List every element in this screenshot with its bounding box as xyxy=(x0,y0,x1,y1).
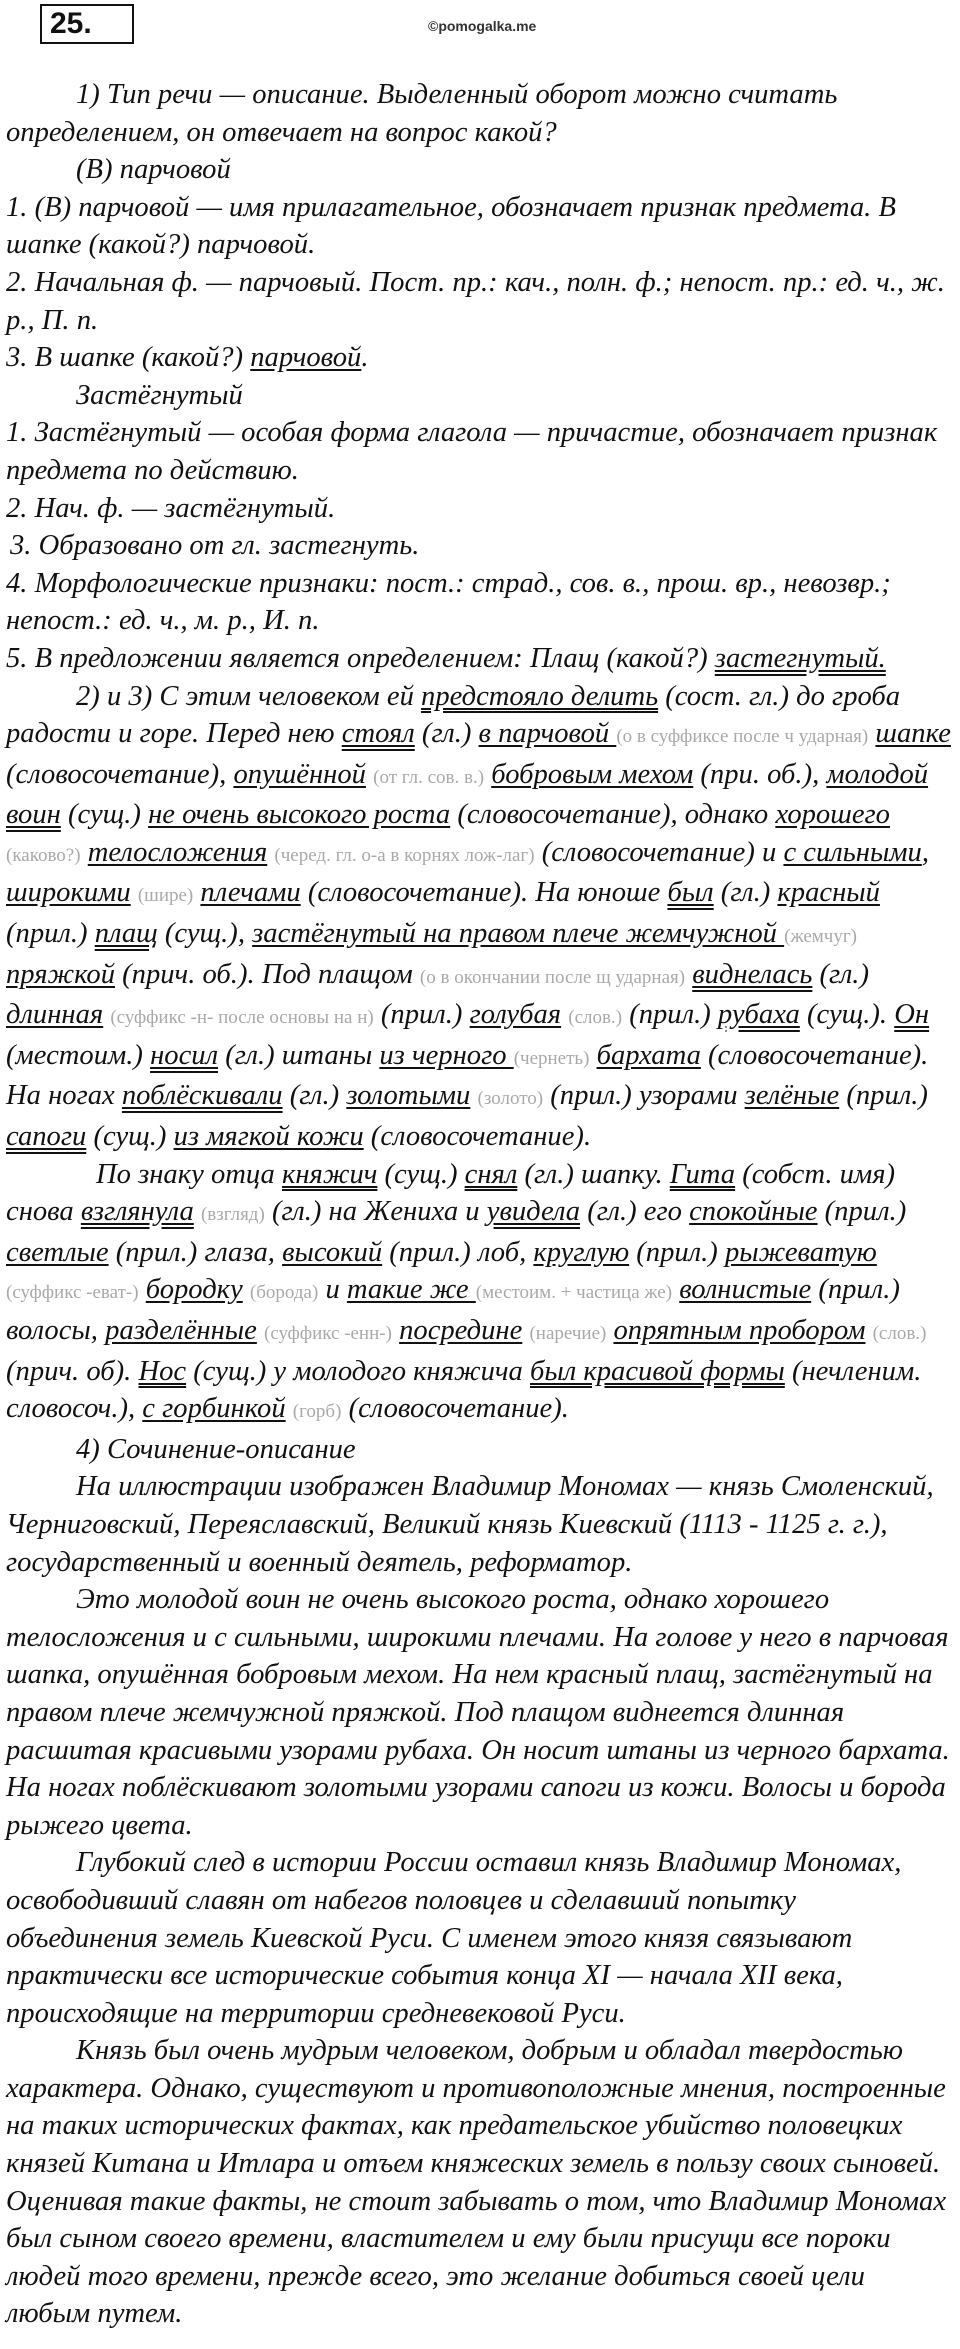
text-span: (гл.) xyxy=(713,877,778,909)
analyzed-word: не очень высокого роста xyxy=(148,799,451,831)
text-span: (при. об.), xyxy=(693,758,827,790)
analyzed-word: волнистые xyxy=(679,1274,812,1306)
analyzed-word: из черного xyxy=(379,1039,514,1071)
subject: воин xyxy=(6,799,61,831)
analyzed-word: рыжеватую xyxy=(724,1236,877,1268)
note: (местоим. + частица же) xyxy=(475,1282,673,1304)
analyzed-word: опушённой xyxy=(233,758,366,790)
parse-line: 1. Застёгнутый — особая форма глагола — причастие, обозначает признак предмета по действию. xyxy=(6,417,938,486)
note: (золото) xyxy=(477,1088,544,1110)
subject: рубаха xyxy=(717,999,800,1031)
text-span: (нечленим. словосоч.), xyxy=(6,1355,922,1425)
text-span: (гл.) xyxy=(414,718,479,750)
analyzed-word: застёгнутый на правом плече жемчужной xyxy=(252,918,785,950)
text-span: (прил.) xyxy=(817,1196,907,1228)
note: (горб) xyxy=(292,1401,342,1423)
sentence-analysis-paragraph xyxy=(6,678,952,1156)
sentence-analysis-paragraph xyxy=(6,1156,952,1431)
subject: Гита xyxy=(669,1158,736,1190)
predicate: был красивой формы xyxy=(530,1355,785,1387)
text-span: 3. В шапке (какой?) xyxy=(6,342,251,374)
analyzed-word: пряжкой xyxy=(6,958,115,990)
predicate: стоял xyxy=(341,718,415,750)
analyzed-word: бобровым мехом xyxy=(491,758,694,790)
parse-line: 2. Начальная ф. — парчовый. Пост. пр.: кач., полн. ф.; непост. пр.: ед. ч., ж. р., П. п. xyxy=(6,266,945,336)
note: (чернеть) xyxy=(513,1047,590,1069)
text-span: (прил.) xyxy=(839,1080,928,1112)
parse-line: 4. Морфологические признаки: пост.: страд., сов. в., прош. вр., невозвр.; непост.: ед. ч., м. р., И. п. xyxy=(6,567,891,637)
text-span: (словосочетание). xyxy=(363,1121,592,1153)
essay-paragraph: Это молодой воин не очень высокого роста, однако хорошего телосложения и с сильными, широкими плечами. На голове у него в парчовая шапка, опушённая бобровым мехом. На нем красный плащ, застёгнутый на правом плече жемчужной пряжкой. Под плащом виднеется длинная расшитая красивыми узорами рубаха. Он носит штаны из черного бархата. На ногах поблёскивают золотыми узорами сапоги из кожи. Волосы и борода рыжего цвета. xyxy=(6,1584,950,1841)
text-span: (гл.) на Жениха и xyxy=(264,1196,487,1228)
note: (о в суффиксе после ч ударная) xyxy=(616,726,869,748)
text-span: (сущ.) у молодого княжича xyxy=(186,1355,530,1387)
note: (слов.) xyxy=(568,1007,623,1029)
text-span: (прил.) xyxy=(373,999,470,1031)
text-span: 5. В предложении является определением: Плащ (какой?) xyxy=(6,642,715,674)
predicate: был xyxy=(667,877,714,909)
parse-line xyxy=(6,640,952,678)
text-span: (сост. гл.) до гроба радости и горе. Перед нею xyxy=(6,680,901,750)
note: (суффикс -н- после основы на н) xyxy=(110,1007,374,1029)
note: (от гл. сов. в.) xyxy=(373,766,485,788)
answer-content xyxy=(6,76,952,2333)
text-span: (гл.) xyxy=(812,958,869,990)
text-span: (гл.) штаны xyxy=(218,1039,380,1071)
analyzed-word: из мягкой кожи xyxy=(173,1121,364,1153)
note: (о в окончании после щ ударная) xyxy=(419,966,686,988)
analyzed-word: зелёные xyxy=(744,1080,840,1112)
watermark: ©pomogalka.me xyxy=(428,18,537,34)
text-span xyxy=(470,1080,477,1111)
page-header xyxy=(0,0,960,62)
text-span: (словосочетание). xyxy=(341,1393,569,1425)
underlined-word: застегнутый. xyxy=(714,642,886,674)
text-type-line: 1) Тип речи — описание. Выделенный оборот можно считать определением, он отвечает на вопрос какой? xyxy=(6,79,838,148)
note: (взгляд) xyxy=(200,1204,265,1226)
text-span xyxy=(865,1315,872,1346)
text-span: По знаку отца xyxy=(96,1158,282,1190)
text-span: и xyxy=(318,1274,347,1306)
analyzed-word: разделённые xyxy=(105,1315,257,1346)
predicate: виднелась xyxy=(692,958,813,990)
text-span xyxy=(243,1274,250,1305)
analyzed-word: бархата xyxy=(596,1039,701,1071)
predicate: взглянула xyxy=(80,1196,194,1228)
predicate: поблёскивали xyxy=(121,1080,283,1112)
text-span xyxy=(589,1040,596,1071)
text-span: (собст. имя) снова xyxy=(6,1158,896,1228)
parse-line: 3. Образовано от гл. застегнуть. xyxy=(10,530,420,562)
text-span: (местоим.) xyxy=(6,1039,151,1071)
text-span: (гл.) xyxy=(282,1080,347,1112)
text-span: (прил.) глаза, xyxy=(108,1236,283,1268)
text-span: (прил.) xyxy=(622,999,718,1031)
analyzed-word: в парчовой xyxy=(478,718,617,750)
parse-line: 1. (В) парчовой — имя прилагательное, обозначает признак предмета. В шапке (какой?) парчовой. xyxy=(6,191,896,261)
subject: Нос xyxy=(138,1355,187,1387)
parse-line xyxy=(6,339,952,377)
analyzed-word: шапке xyxy=(875,718,951,750)
text-span: (прил.) волосы, xyxy=(6,1274,900,1346)
analyzed-word: телосложения xyxy=(87,836,268,868)
analyzed-word: посредине xyxy=(399,1315,523,1346)
text-span: (прил.) xyxy=(629,1236,725,1268)
text-span xyxy=(257,1315,264,1346)
text-span: (прич. об.). Под плащом xyxy=(115,958,420,990)
text-span xyxy=(194,1196,201,1227)
text-span xyxy=(286,1393,293,1424)
text-span: (словосочетание) и xyxy=(534,836,784,868)
analyzed-word: с сильными xyxy=(783,836,922,868)
analyzed-word: голубая xyxy=(469,999,562,1031)
text-span: (словосочетание), xyxy=(6,758,234,790)
note: (жемчуг) xyxy=(784,926,857,948)
note: (черед. гл. о-а в корнях лож-лаг) xyxy=(274,844,535,866)
analyzed-word: молодой xyxy=(826,758,929,790)
underlined-word: парчовой xyxy=(250,342,362,374)
analyzed-word: опрятным пробором xyxy=(613,1315,866,1346)
text-span: (словосочетание), однако xyxy=(450,799,776,831)
predicate: увидела xyxy=(486,1196,581,1228)
text-span xyxy=(139,1274,146,1305)
text-span: (словосочетание). На юноше xyxy=(300,877,668,909)
analyzed-word: золотыми xyxy=(346,1080,471,1112)
text-span: (сущ.) xyxy=(86,1121,174,1153)
analyzed-word: светлые xyxy=(6,1236,109,1268)
text-span: (сущ.) xyxy=(60,799,149,831)
note: (суффикс -енн-) xyxy=(264,1323,392,1344)
predicate: снял xyxy=(464,1158,518,1190)
parse-line: 2. Нач. ф. — застёгнутый. xyxy=(6,492,336,524)
note: (борода) xyxy=(249,1282,319,1304)
word-heading-zastegnutyy: Застёгнутый xyxy=(76,379,243,411)
text-span: (сущ.). xyxy=(799,999,895,1031)
analyzed-word: длинная xyxy=(6,999,104,1031)
predicate: носил xyxy=(150,1039,219,1071)
note: (наречие) xyxy=(529,1323,607,1344)
text-span: (прил.) узорами xyxy=(543,1080,745,1112)
analyzed-word: высокий xyxy=(282,1236,383,1268)
essay-paragraph: Глубокий след в истории России оставил князь Владимир Мономах, освободивший славян от набегов половцев и сделавший попытку объединения земель Киевской Руси. С именем этого князя связывают практически все исторические события конца XI — начала XII века, происходящие на территории средневековой Руси. xyxy=(6,1847,902,2029)
analyzed-word: хорошего xyxy=(775,799,890,831)
predicate: предстояло делить xyxy=(421,680,659,712)
subject: сапоги xyxy=(6,1121,87,1153)
analyzed-word: бородку xyxy=(145,1274,243,1306)
text-span: (прич. об). xyxy=(6,1355,139,1387)
analyzed-word: спокойные xyxy=(689,1196,818,1228)
analyzed-word: круглую xyxy=(533,1236,630,1268)
note: (слов.) xyxy=(872,1323,927,1344)
analyzed-word: красный xyxy=(777,877,880,909)
word-heading-parchovoy: (В) парчовой xyxy=(76,154,231,186)
text-span: (гл.) его xyxy=(580,1196,690,1228)
exercise-number: 25. xyxy=(40,4,134,44)
text-span: , xyxy=(921,836,930,868)
note: (суффикс -еват-) xyxy=(6,1282,139,1304)
text-span: . xyxy=(361,342,369,374)
text-span: 2) и 3) С этим человеком ей xyxy=(76,680,422,712)
essay-heading: 4) Сочинение-описание xyxy=(76,1433,356,1465)
text-span: (словосочетание). На ногах xyxy=(6,1039,929,1112)
analyzed-word: широкими xyxy=(6,877,131,909)
essay-paragraph: На иллюстрации изображен Владимир Мономах — князь Смоленский, Черниговский, Переяславский, Великий князь Киевский (1113 - 1125 г. г.), государственный и военный деятель, реформатор. xyxy=(6,1471,934,1578)
text-span: (прил.) xyxy=(6,918,95,950)
subject: княжич xyxy=(282,1158,378,1190)
subject: плащ xyxy=(94,918,158,950)
text-span: (гл.) шапку. xyxy=(517,1158,670,1190)
text-span: (сущ.) xyxy=(377,1158,465,1190)
analyzed-word: плечами xyxy=(200,877,301,909)
text-span: (сущ.), xyxy=(157,918,253,950)
text-span xyxy=(131,877,138,908)
text-span xyxy=(81,837,88,868)
subject: Он xyxy=(894,999,930,1031)
analyzed-word: с горбинкой xyxy=(142,1393,286,1425)
text-span: (прил.) лоб, xyxy=(382,1236,534,1268)
note: (каково?) xyxy=(6,844,81,866)
essay-paragraph: Князь был очень мудрым человеком, добрым и обладал твердостью характера. Однако, существуют и противоположные мнения, построенные на таких исторических фактах, как предательское убийство половецких князей Китана и Итлара и отъем княжеских земель в пользу своих сыновей. Оценивая такие факты, не стоит забывать о том, что Владимир Мономах был сыном своего времени, властителем и ему были присущи все пороки людей того времени, прежде всего, это желание добиться своей цели любым путем. xyxy=(6,2035,947,2330)
analyzed-word: такие же xyxy=(346,1274,476,1306)
note: (шире) xyxy=(137,885,194,907)
